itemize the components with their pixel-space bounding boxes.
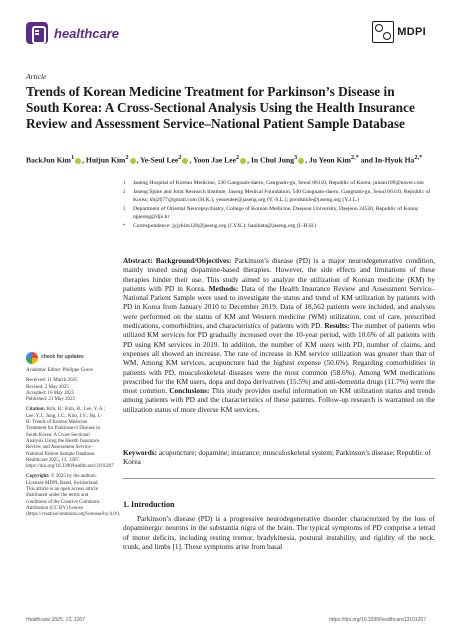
article-info-sidebar bbox=[26, 352, 121, 519]
author-affiliation-mark: 2 bbox=[125, 154, 129, 161]
abstract bbox=[123, 256, 435, 414]
affiliation-text: Department of Oriental Neuropsychiatry, College of Korean Medicine, Daejeon University, Daejeon 34520, Republic of Korea; npjeong@dju.kr bbox=[133, 206, 419, 220]
author-name[interactable]: Yoon Jae Lee bbox=[192, 155, 236, 165]
citation-label: Citation: bbox=[26, 407, 46, 413]
affiliation-row bbox=[123, 180, 433, 187]
conclusions-label: Conclusions: bbox=[169, 386, 210, 396]
affiliation-row bbox=[123, 206, 433, 221]
abstract-methods: Data of the Health Insurance Review and Assessment Service–National Patient Sample were used to investigate the status and trend of KM utilization by patients with PD in Korea from January 2010 to December 2019. Data of 18,562 patients were included, and analyses were performed on the status of KM and Western medicine (WM) utilization, cost of care, prescribed medications, comorbidities, and characteristics of patients with PD. bbox=[123, 283, 435, 331]
citation-text: Kim, B.; Kim, H.; Lee, Y.-S.; Lee, Y.J.; Jung, I.C.; Kim, J.Y.; Ha, I.-H. Trends of Korean Medicine Treatment for Parkinson’s Disease in South Korea: A Cross-Sectional Analysis Using the Health Insurance Review and Assessment Service–National Patient Sample Database. Healthcare 2025, 13, 1207. https://doi.org/10.3390/healthcare13101207 bbox=[26, 407, 114, 470]
author-affiliation-mark: 2 bbox=[178, 154, 182, 161]
abstract-label: Abstract: Background/Objectives: bbox=[123, 256, 232, 265]
article-title: Trends of Korean Medicine Treatment for Parkinson’s Disease in South Korea: A Cross-Sectional Analysis Using the Health Insurance Review and Assessment Service–National Patient Sample Database bbox=[26, 84, 415, 131]
author-name[interactable]: In Chul Jung bbox=[250, 155, 295, 165]
author-list: BackJun Kim$^1$ , Huijun Kim$^2$ , Ye-Seul Lee$^2$ , Yoon Jae Lee$^2$ , In Chul Jung$^3$ , Ju Yeon Kim$^{2,*}$ and In-Hyuk $Ha^{2,*}$ bbox=[26, 154, 423, 165]
section-divider bbox=[123, 478, 435, 479]
orcid-icon[interactable] bbox=[298, 158, 304, 164]
check-for-updates-button[interactable] bbox=[26, 352, 106, 364]
article-dates bbox=[26, 378, 106, 403]
keywords-text: acupuncture; dopamine; insurance; musculoskeletal system; Parkinson’s disease; Republic of Korea bbox=[123, 448, 431, 467]
section-heading: 1. Introduction bbox=[123, 500, 175, 509]
affiliation-mark: 1 bbox=[123, 181, 126, 186]
footer-citation: Healthcare 2025, 13, 1207 bbox=[26, 617, 85, 623]
academic-editor: Academic Editor: Philippe Gorce bbox=[26, 368, 93, 373]
copyright-block bbox=[26, 474, 121, 518]
author-name[interactable]: BackJun Kim bbox=[26, 155, 71, 165]
orcid-icon[interactable] bbox=[75, 158, 81, 164]
citation-block bbox=[26, 407, 114, 470]
author-affiliation-mark: 3 bbox=[294, 154, 298, 161]
author-affiliation-mark: 2,* bbox=[414, 154, 423, 161]
affiliation-mark: * bbox=[123, 224, 126, 230]
affiliation-text: Jaseng Hospital of Korean Medicine, 536 Gangnam-daero, Gangnam-gu, Seoul 06110, Republic of Korea; junani109@naver.com bbox=[133, 180, 424, 186]
orcid-icon[interactable] bbox=[240, 158, 246, 164]
affiliations bbox=[123, 180, 433, 232]
affiliation-row bbox=[123, 189, 433, 204]
affiliation-text: Jaseng Spine and Joint Research Institute, Jaseng Medical Foundation, 540 Gangnam-daero, Gangnam-gu, Seoul 06110, Republic of Korea; khj2677@gmail.com (H.K.); yesseulee@jaseng.org (Y.-S.L.); goodsmile@jaseng.org (Y.J.L.) bbox=[133, 189, 431, 203]
author-name[interactable]: In-Hyuk Ha bbox=[374, 155, 415, 165]
check-for-updates-icon bbox=[26, 352, 38, 364]
journal-name: healthcare bbox=[54, 25, 120, 41]
date-received: Received: 11 March 2025 bbox=[26, 378, 78, 384]
date-revised: Revised: 2 May 2025 bbox=[26, 384, 69, 390]
author-affiliation-mark: 2,* bbox=[350, 154, 359, 161]
date-published: Published: 21 May 2025 bbox=[26, 397, 76, 403]
affiliation-mark: 2 bbox=[123, 190, 126, 196]
results-label: Results: bbox=[324, 321, 350, 331]
author-name[interactable]: Huijun Kim bbox=[85, 155, 126, 165]
abstract-background: Parkinson’s disease (PD) is a major neurodegenerative condition, mainly treated using dopamine-based therapies. However, the side effects and limitations of these therapies hinder their use. This study aimed to analyze the utilization of Korean medicine (KM) by patients with PD in Korea. bbox=[123, 256, 435, 293]
author-affiliation-mark: 1 bbox=[70, 154, 75, 161]
abstract-conclusions: This study provides useful information on KM utilization status and trends among patients with PD and the characteristics of these patients. Follow-up research is warranted on the utilization status of more diverse KM services. bbox=[123, 386, 435, 414]
orcid-icon[interactable] bbox=[130, 158, 136, 164]
orcid-icon[interactable] bbox=[182, 158, 188, 164]
publisher-logo bbox=[372, 21, 426, 43]
keywords bbox=[123, 448, 435, 467]
date-accepted: Accepted: 16 May 2025 bbox=[26, 390, 75, 396]
author-name[interactable]: Ju Yeon Kim bbox=[308, 155, 351, 165]
correspondence-text: Correspondence: jyjykim128@jaseng.org (J.Y.K.); hanihata@jaseng.org (I.-H.H.) bbox=[133, 223, 317, 230]
publisher-name: MDPI bbox=[397, 26, 426, 38]
article-type: Article bbox=[26, 72, 47, 81]
journal-logo-icon bbox=[26, 22, 48, 44]
methods-label: Methods: bbox=[208, 283, 239, 293]
keywords-label: Keywords: bbox=[123, 448, 158, 457]
mdpi-logo-icon bbox=[372, 21, 394, 43]
affiliation-mark: 3 bbox=[123, 207, 126, 213]
footer-doi-link[interactable]: https://doi.org/10.3390/healthcare13101207 bbox=[329, 617, 426, 623]
author-name[interactable]: Ye-Seul Lee bbox=[140, 155, 179, 165]
abstract-results: The number of patients who utilized KM services for PD gradually increased over the 10-year period, with 10.6% of all patients with PD using KM services in 2019. In addition, the number of KM users with PD, number of claims, and expenses all showed an increase. The rate of increase in KM service utilization was greater than that of WM. Among KM services, acupuncture had the highest expense (50.6%). Regarding comorbidities in patients with PD, musculoskeletal diseases were the most common (58.6%). Among WM medications prescribed for the KM users, dopa and dopa derivatives (15.5%) and anti-dementia drugs (11.7%) were the most common. bbox=[123, 321, 435, 396]
journal-header bbox=[26, 22, 119, 44]
copyright-label: Copyright: bbox=[26, 474, 50, 480]
copyright-text: © 2025 by the authors. Licensee MDPI, Basel, Switzerland. This article is an open access article distributed under the terms and conditions of the Creative Commons Attribution (CC BY) license (https://creativecommons.org/licenses/by/4.0/). bbox=[26, 474, 121, 518]
page-footer bbox=[26, 617, 426, 623]
affiliation-row bbox=[123, 223, 433, 230]
check-for-updates-label: check for updates bbox=[41, 354, 84, 361]
author-affiliation-mark: 2 bbox=[235, 154, 240, 161]
introduction-paragraph: Parkinson’s disease (PD) is a progressive neurodegenerative disorder characterized by the loss of dopaminergic neurons in the substantia nigra of the brain. The typical symptoms of PD comprise a tetrad of motor deficits, including resting tremor, bradykinesia, postural instability, and rigidity of the neck, trunk, and limbs [1]. These symptoms arise from basal bbox=[123, 514, 435, 551]
